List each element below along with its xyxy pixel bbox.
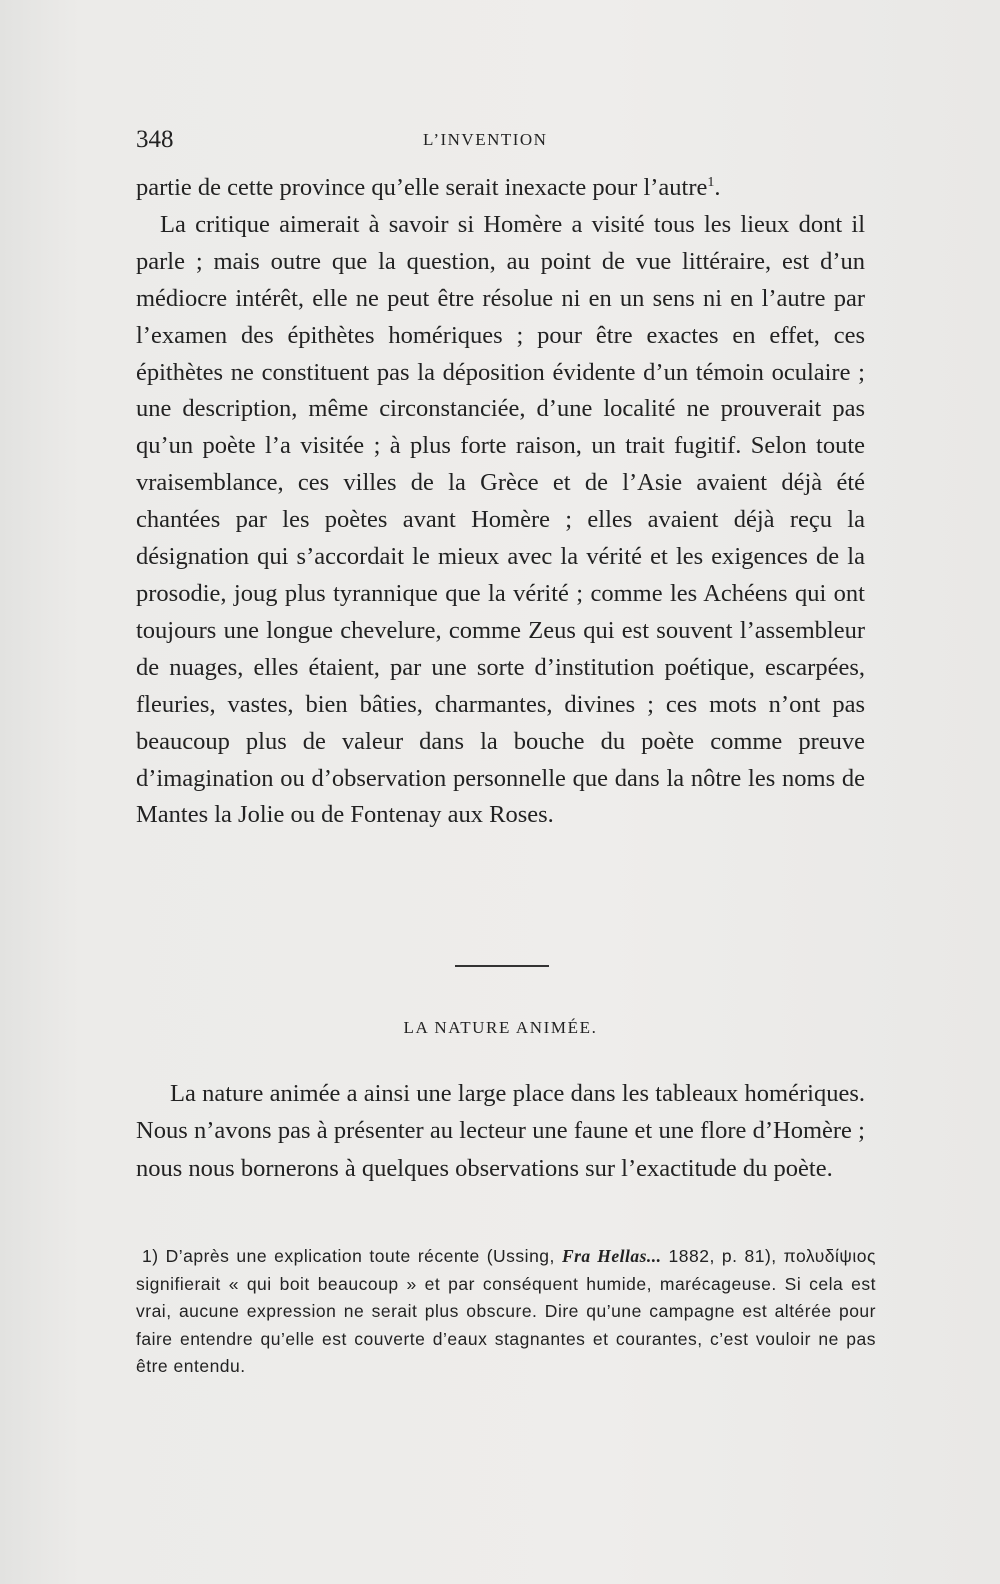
paragraph-continuation-text: partie de cette province qu’elle serait inexacte pour l’autre	[136, 174, 708, 201]
paragraph-main: La critique aimerait à savoir si Homère a visité tous les lieux dont il parle ; mais outre que la question, au point de vue littéraire, est d’un médiocre intérêt, elle ne peut être résolue ni en un sens ni en l’autre par l’examen des épithètes homériques ; pour être exactes en effet, ces épithètes ne constituent pas la déposition évidente d’un témoin oculaire ; une description, même circonstanciée, d’une localité ne prouverait pas qu’un poète l’a visitée ; à plus forte raison, un trait fugitif. Selon toute vraisemblance, ces villes de la Grèce et de l’Asie avaient déjà été chantées par les poètes avant Homère ; elles avaient déjà reçu la désignation qui s’accordait le mieux avec la vérité et les exigences de la prosodie, joug plus tyrannique que la vérité ; comme les Achéens qui ont toujours une longue chevelure, comme Zeus qui est souvent l’assembleur de nuages, elles étaient, par une sorte d’institution poétique, escarpées, fleuries, vastes, bien bâties, charmantes, divines ; ces mots n’ont pas beaucoup plus de valeur dans la bouche du poète comme preuve d’imagination ou d’observation personnelle que dans la nôtre les noms de Mantes la Jolie ou de Fontenay aux Roses.	[136, 210, 865, 829]
footnote-paragraph	[136, 1243, 876, 1381]
footnote-text-start: D’après une explication toute récente (Ussing,	[165, 1246, 555, 1266]
footnote-number: 1)	[142, 1246, 159, 1266]
running-head: L’INVENTION	[423, 130, 548, 149]
main-text	[136, 170, 865, 834]
paragraph-continuation-end: .	[714, 174, 721, 201]
section-divider	[455, 965, 549, 967]
section-paragraph: La nature animée a ainsi une large place dans les tableaux homériques. Nous n’avons pas à présenter au lecteur une faune et une flore d’Homère ; nous nous bornerons à quelques observations sur l’exactitude du poète.	[136, 1080, 865, 1182]
footnote-reference: 1	[707, 174, 715, 190]
footnote-text-rest: 1882, p. 81), πολυδίψιος signifierait « qui boit beaucoup » et par conséquent humide, marécageuse. Si cela est vrai, aucune expression ne serait plus obscure. Dire qu’une campagne est altérée pour faire entendre qu’elle est couverte d’eaux stagnantes et courantes, c’est vouloir ne pas être entendu.	[136, 1246, 876, 1377]
footnote-cited-title: Fra Hellas...	[561, 1246, 662, 1266]
paragraph-continuation	[136, 170, 865, 207]
page-number: 348	[136, 126, 174, 153]
page-header	[136, 126, 864, 160]
footnote	[136, 1243, 876, 1381]
section-body	[136, 1075, 865, 1187]
section-title: LA NATURE ANIMÉE.	[403, 1018, 598, 1037]
